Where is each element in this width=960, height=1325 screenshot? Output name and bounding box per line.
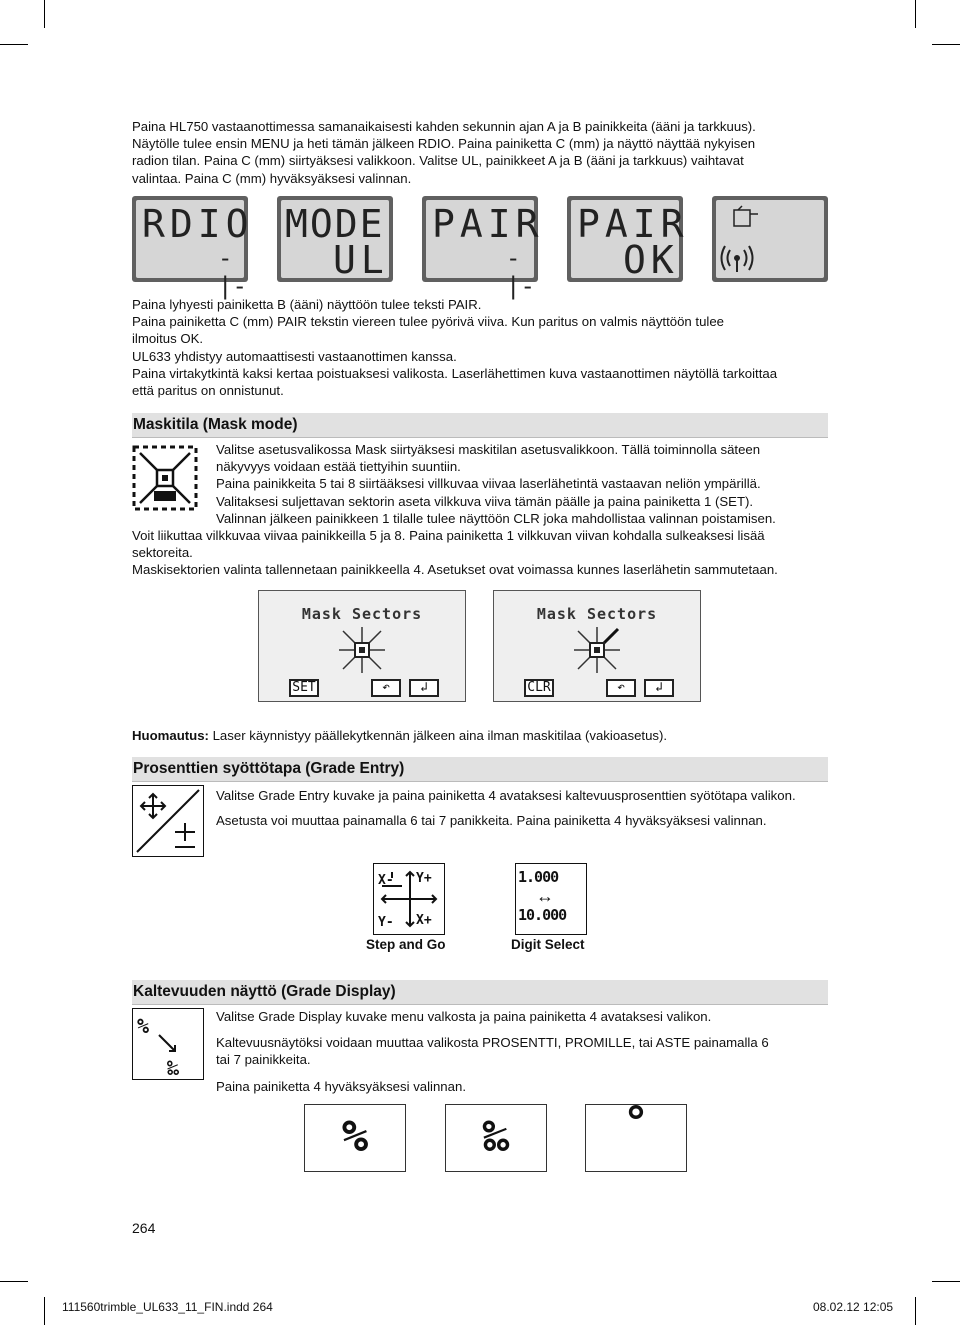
svg-text:X+: X+ — [416, 913, 432, 928]
digit-select-icon[interactable] — [515, 863, 587, 935]
mask-line: Valitse asetusvalikossa Mask siirtyäksesi maskitilan asetusvalikkoon. Tällä toiminnolla säteen — [216, 442, 761, 457]
crop-mark — [915, 0, 916, 28]
grade-entry-line: Asetusta voi muuttaa painamalla 6 tai 7 panikkeita. Paina painiketta 4 hyväksyäksesi valinnan. — [216, 813, 767, 829]
section-heading-mask-mode — [132, 413, 828, 438]
crop-mark — [0, 1281, 28, 1282]
receiver-antenna-icon — [716, 200, 824, 278]
lcd-display-pair — [422, 196, 544, 300]
intro-line: radion tilan. Paina C (mm) siirtyäksesi valikkoon. Valitse UL, painikkeet A ja B (ääni ja tarkkuus) vaihtavat — [132, 153, 744, 169]
pair-line: Paina lyhyesti painiketta B (ääni) näyttöön tulee teksti PAIR. — [132, 297, 482, 312]
grade-entry-line: Valitse Grade Entry kuvake ja paina painiketta 4 avataksesi kaltevuusprosenttien syötötapa valikon. — [216, 788, 796, 803]
undo-button[interactable]: ↶ — [371, 679, 401, 697]
lcd-display-pair-ok — [567, 196, 689, 282]
section-heading-grade-display — [132, 980, 828, 1005]
digit-bottom: 10.000 — [518, 906, 567, 924]
pair-line: Paina painiketta C (mm) PAIR tekstin viereen tulee pyörivä viiva. Kun paritus on valmis näyttöön tulee — [132, 314, 725, 330]
step-and-go-caption: Step and Go — [366, 937, 446, 952]
mask-line: Paina painikkeita 5 tai 8 siirtääksesi villkuvaa viivaa laserlähetintä vastaavan neliön ympärillä. — [216, 476, 761, 492]
lcd-display-rdio — [132, 196, 254, 300]
percent-icon[interactable]: % — [304, 1104, 406, 1172]
mask-line: Voit liikuttaa vilkkuvaa viivaa painikkeilla 5 ja 8. Paina painiketta 1 vilkkuvan viivan kohdalla sulkeaksesi lisää — [132, 528, 765, 543]
mask-line: näkyvyys voidaan estää tiettyihin suuntiin. — [216, 459, 461, 475]
grade-display-line: Kaltevuusnäytöksi voidaan muuttaa valikosta PROSENTTI, PROMILLE, tai ASTE painamalla 6 — [216, 1035, 769, 1051]
mask-screen-clr — [493, 590, 701, 702]
digit-select-caption: Digit Select — [511, 937, 585, 952]
pair-line: ilmoitus OK. — [132, 331, 204, 347]
note-text: Laser käynnistyy päällekytkennän jälkeen aina ilman maskitilaa (vakioasetus). — [208, 728, 668, 743]
section-title: Prosenttien syöttötapa (Grade Entry) — [133, 760, 405, 777]
permille-icon[interactable]: ‰ — [445, 1104, 547, 1172]
crop-mark — [932, 1281, 960, 1282]
mask-line: Maskisektorien valinta tallennetaan painikkeella 4. Asetukset ovat voimassa kunnes laserlähetin sammutetaan. — [132, 562, 778, 578]
svg-text:Y+: Y+ — [416, 871, 432, 886]
pair-line: että paritus on onnistunut. — [132, 383, 284, 399]
pair-paragraph — [132, 296, 832, 399]
grade-display-icon — [132, 1008, 204, 1080]
clear-button[interactable]: CLR — [524, 679, 554, 697]
mask-screen-set — [258, 590, 466, 702]
section-title: Maskitila (Mask mode) — [133, 416, 298, 433]
crop-mark — [915, 1297, 916, 1325]
intro-line: Paina HL750 vastaanottimessa samanaikaisesti kahden sekunnin ajan A ja B painikkeita (ääni ja tarkkuus). — [132, 119, 756, 134]
step-and-go-icon[interactable] — [373, 863, 445, 935]
set-button[interactable]: SET — [289, 679, 319, 697]
enter-button[interactable]: ↲ — [644, 679, 674, 697]
footer-date: 08.02.12 12:05 — [813, 1300, 894, 1314]
undo-button[interactable]: ↶ — [606, 679, 636, 697]
lcd-top-text: PAIR — [432, 202, 544, 246]
crop-mark — [0, 44, 28, 45]
note-label: Huomautus: — [132, 728, 209, 743]
transmitter-sector-icon — [339, 627, 385, 673]
grade-display-paragraph — [216, 1008, 832, 1095]
lcd-top-text: PAIR — [577, 202, 689, 246]
svg-text:‰: ‰ — [167, 1056, 180, 1079]
intro-paragraph — [132, 118, 832, 187]
screen-title: Mask Sectors — [301, 605, 423, 623]
lcd-bottom-text: -|- — [506, 244, 535, 300]
mask-line: Valinnan jälkeen painikkeen 1 tilalle tulee näyttöön CLR joka mahdollistaa valinnan poistamisen. — [216, 510, 776, 526]
grade-entry-paragraph — [216, 787, 832, 829]
section-heading-grade-entry — [132, 757, 828, 782]
intro-line: Näytölle tulee ensin MENU ja heti tämän jälkeen RDIO. Paina painiketta C (mm) ja näyttö näyttää nykyisen — [132, 136, 756, 152]
mask-paragraph-indented — [216, 441, 832, 527]
footer-file: 111560trimble_UL633_11_FIN.indd 264 — [62, 1300, 273, 1314]
pair-line: Paina virtakytkintä kaksi kertaa poistuaksesi valikosta. Laserlähettimen kuva vastaanottimen näytöllä tarkoittaa — [132, 365, 778, 381]
grade-display-line: Valitse Grade Display kuvake menu valkosta ja paina painiketta 4 avataksesi valikon. — [216, 1009, 712, 1024]
arrows-icon: ↔ — [536, 886, 554, 906]
lcd-display-mode — [277, 196, 393, 282]
mask-line: sektoreita. — [132, 545, 193, 561]
note — [132, 727, 832, 744]
mask-paragraph — [132, 527, 832, 579]
svg-text:Y-: Y- — [378, 915, 394, 930]
lcd-bottom-text: -|- — [218, 244, 247, 300]
lcd-display-receiver — [712, 196, 828, 282]
enter-button[interactable]: ↲ — [409, 679, 439, 697]
grade-display-line: Paina painiketta 4 hyväksyäksesi valinnan. — [216, 1078, 466, 1094]
pair-line: UL633 yhdistyy automaattisesti vastaanottimen kanssa. — [132, 348, 457, 364]
svg-text:%: % — [137, 1014, 150, 1038]
crop-mark — [44, 0, 45, 28]
lcd-top-text: MODE — [285, 202, 385, 246]
screen-title: Mask Sectors — [536, 605, 658, 623]
svg-text:X-: X- — [378, 873, 394, 888]
crop-mark — [44, 1297, 45, 1325]
mask-mode-icon — [132, 445, 198, 511]
grade-display-line: tai 7 painikkeita. — [216, 1052, 311, 1068]
transmitter-sector-selected-icon — [574, 627, 620, 673]
degree-icon[interactable]: ° — [585, 1104, 687, 1172]
page-number: 264 — [132, 1220, 156, 1236]
section-title: Kaltevuuden näyttö (Grade Display) — [133, 983, 396, 1000]
crop-mark — [932, 44, 960, 45]
lcd-bottom-text: OK — [623, 238, 679, 282]
mask-line: Valitaksesi suljettavan sektorin aseta vilkkuva viiva tämän päälle ja paina painiketta 1 (SET). — [216, 493, 754, 509]
digit-top: 1.000 — [518, 868, 559, 886]
intro-line: valintaa. Paina C (mm) hyväksyäksesi valinnan. — [132, 170, 412, 186]
lcd-top-text: RDIO — [142, 202, 254, 246]
grade-entry-icon — [132, 785, 204, 857]
lcd-bottom-text: UL — [333, 238, 389, 282]
